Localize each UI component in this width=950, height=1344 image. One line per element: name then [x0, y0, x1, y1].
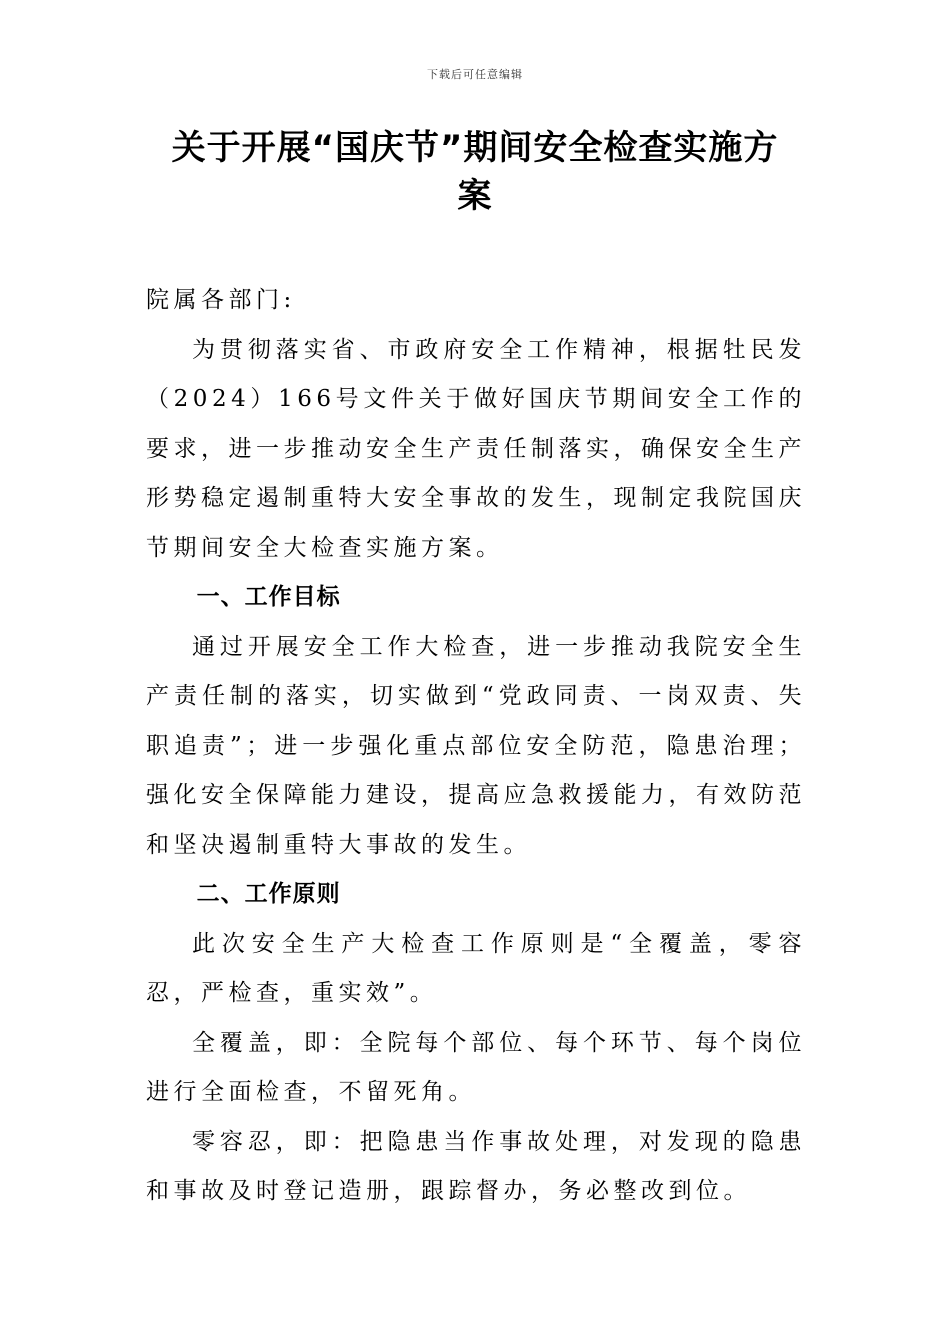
- section-heading-principles: 二、工作原则: [196, 881, 341, 907]
- full-coverage-paragraph: 全覆盖，即：全院每个部位、每个环节、每个岗位进行全面检查，不留死角。: [146, 1029, 806, 1105]
- goal-paragraph: 通过开展安全工作大检查，进一步推动我院安全生产责任制的落实，切实做到“党政同责、一岗双责、失职追责”；进一步强化重点部位安全防范，隐患治理；强化安全保障能力建设，提高应急救援能力，有效防范和坚决遏制重特大事故的发生。: [146, 633, 806, 858]
- document-title: [140, 124, 810, 220]
- intro-paragraph: 为贯彻落实省、市政府安全工作精神，根据牡民发（2024）166号文件关于做好国庆节期间安全工作的要求，进一步推动安全生产责任制落实，确保安全生产形势稳定遏制重特大安全事故的发生，现制定我院国庆节期间安全大检查实施方案。: [146, 336, 806, 561]
- title-line-2: 案: [457, 176, 493, 216]
- title-line-1: 关于开展“国庆节”期间安全检查实施方: [171, 128, 779, 168]
- principle-paragraph: 此次安全生产大检查工作原则是“全覆盖，零容忍，严检查，重实效”。: [146, 930, 806, 1006]
- document-body: [146, 276, 806, 1217]
- header-note: 下载后可任意编辑: [427, 68, 523, 81]
- zero-tolerance-paragraph: 零容忍，即：把隐患当作事故处理，对发现的隐患和事故及时登记造册，跟踪督办，务必整改到位。: [146, 1128, 806, 1204]
- salutation: 院属各部门:: [146, 287, 296, 313]
- section-heading-goals: 一、工作目标: [196, 584, 341, 610]
